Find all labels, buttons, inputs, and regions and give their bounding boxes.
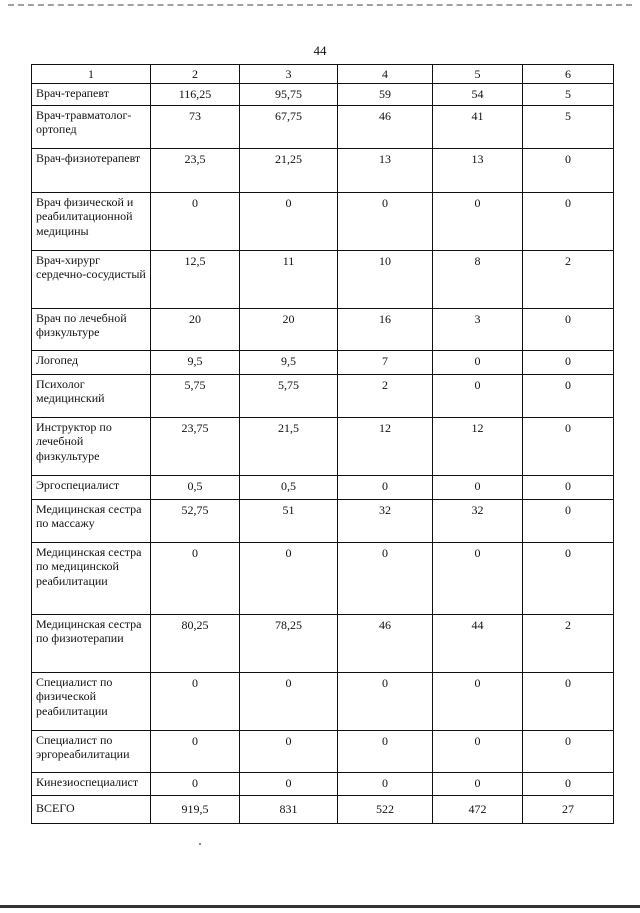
cell-value: 0 [523,417,614,475]
table-row [32,192,614,250]
cell-value: 23,5 [151,148,240,192]
cell-value: 41 [433,105,523,148]
row-label: Эргоспециалист [32,475,151,499]
table-body [32,84,614,824]
column-header: 1 [32,65,151,84]
cell-value: 67,75 [240,105,338,148]
cell-value: 0 [433,192,523,250]
table-header-row [32,65,614,84]
table-row [32,772,614,795]
cell-value: 0 [523,772,614,795]
table-row [32,672,614,730]
table-row [32,374,614,417]
table-row [32,84,614,106]
cell-value: 0 [433,672,523,730]
cell-value: 0 [240,192,338,250]
cell-value: 51 [240,499,338,542]
cell-value: 0 [433,772,523,795]
cell-value: 0 [433,374,523,417]
cell-value: 0 [523,499,614,542]
row-label: Инструктор по лечебной физкультуре [32,417,151,475]
cell-value: 59 [338,84,433,106]
cell-value: 0 [151,542,240,614]
cell-value: 2 [523,614,614,672]
cell-value: 12,5 [151,250,240,308]
cell-value: 12 [433,417,523,475]
table-row [32,475,614,499]
staffing-table [31,64,614,824]
cell-value: 0 [523,148,614,192]
column-header: 6 [523,65,614,84]
scan-artifact-dot [199,843,201,845]
table-row [32,542,614,614]
cell-value: 46 [338,105,433,148]
cell-value: 0 [151,730,240,772]
cell-value: 13 [338,148,433,192]
row-label: Врач по лечебной физкультуре [32,308,151,350]
cell-value: 5,75 [240,374,338,417]
cell-value: 116,25 [151,84,240,106]
row-label: ВСЕГО [32,795,151,823]
cell-value: 16 [338,308,433,350]
row-label: Медицинская сестра по массажу [32,499,151,542]
cell-value: 0 [240,772,338,795]
cell-value: 23,75 [151,417,240,475]
row-label: Врач-терапевт [32,84,151,106]
row-label: Логопед [32,350,151,374]
cell-value: 54 [433,84,523,106]
table-row [32,795,614,823]
cell-value: 0,5 [240,475,338,499]
scan-artifact-top [8,4,632,8]
cell-value: 2 [338,374,433,417]
cell-value: 0 [338,475,433,499]
table-row [32,148,614,192]
cell-value: 10 [338,250,433,308]
cell-value: 9,5 [151,350,240,374]
cell-value: 0 [151,192,240,250]
column-header: 3 [240,65,338,84]
cell-value: 472 [433,795,523,823]
column-header: 4 [338,65,433,84]
table-row [32,417,614,475]
cell-value: 21,25 [240,148,338,192]
cell-value: 80,25 [151,614,240,672]
row-label: Медицинская сестра по медицинской реабилитации [32,542,151,614]
cell-value: 0 [240,672,338,730]
cell-value: 52,75 [151,499,240,542]
cell-value: 20 [151,308,240,350]
cell-value: 522 [338,795,433,823]
cell-value: 8 [433,250,523,308]
row-label: Врач-травматолог-ортопед [32,105,151,148]
cell-value: 46 [338,614,433,672]
cell-value: 831 [240,795,338,823]
cell-value: 11 [240,250,338,308]
row-label: Кинезиоспециалист [32,772,151,795]
table-row [32,308,614,350]
row-label: Врач-хирург сердечно-сосудистый [32,250,151,308]
cell-value: 0 [523,730,614,772]
cell-value: 21,5 [240,417,338,475]
cell-value: 5 [523,84,614,106]
cell-value: 0 [523,192,614,250]
cell-value: 2 [523,250,614,308]
cell-value: 0 [523,672,614,730]
cell-value: 7 [338,350,433,374]
cell-value: 0 [338,772,433,795]
cell-value: 0 [338,730,433,772]
cell-value: 0 [523,475,614,499]
cell-value: 0 [338,542,433,614]
cell-value: 13 [433,148,523,192]
table-row [32,499,614,542]
cell-value: 919,5 [151,795,240,823]
cell-value: 32 [433,499,523,542]
cell-value: 5,75 [151,374,240,417]
cell-value: 32 [338,499,433,542]
page-number: 44 [313,43,327,58]
cell-value: 0 [151,672,240,730]
cell-value: 0 [523,350,614,374]
row-label: Врач-физиотерапевт [32,148,151,192]
cell-value: 78,25 [240,614,338,672]
cell-value: 0 [433,730,523,772]
row-label: Психолог медицинский [32,374,151,417]
cell-value: 73 [151,105,240,148]
cell-value: 12 [338,417,433,475]
table-row [32,730,614,772]
table-row [32,614,614,672]
table-row [32,250,614,308]
table-row [32,350,614,374]
cell-value: 0 [240,542,338,614]
cell-value: 0 [523,374,614,417]
cell-value: 95,75 [240,84,338,106]
cell-value: 5 [523,105,614,148]
cell-value: 9,5 [240,350,338,374]
cell-value: 44 [433,614,523,672]
cell-value: 20 [240,308,338,350]
cell-value: 0 [433,542,523,614]
row-label: Медицинская сестра по физиотерапии [32,614,151,672]
row-label: Специалист по эргореабилитации [32,730,151,772]
cell-value: 0 [433,475,523,499]
row-label: Врач физической и реабилитационной медицины [32,192,151,250]
column-header: 5 [433,65,523,84]
column-header: 2 [151,65,240,84]
cell-value: 0,5 [151,475,240,499]
row-label: Специалист по физической реабилитации [32,672,151,730]
cell-value: 0 [523,542,614,614]
cell-value: 0 [433,350,523,374]
cell-value: 0 [338,192,433,250]
cell-value: 3 [433,308,523,350]
scan-artifact-bottom [0,905,640,908]
cell-value: 0 [151,772,240,795]
table-row [32,105,614,148]
cell-value: 0 [240,730,338,772]
cell-value: 0 [338,672,433,730]
cell-value: 27 [523,795,614,823]
cell-value: 0 [523,308,614,350]
